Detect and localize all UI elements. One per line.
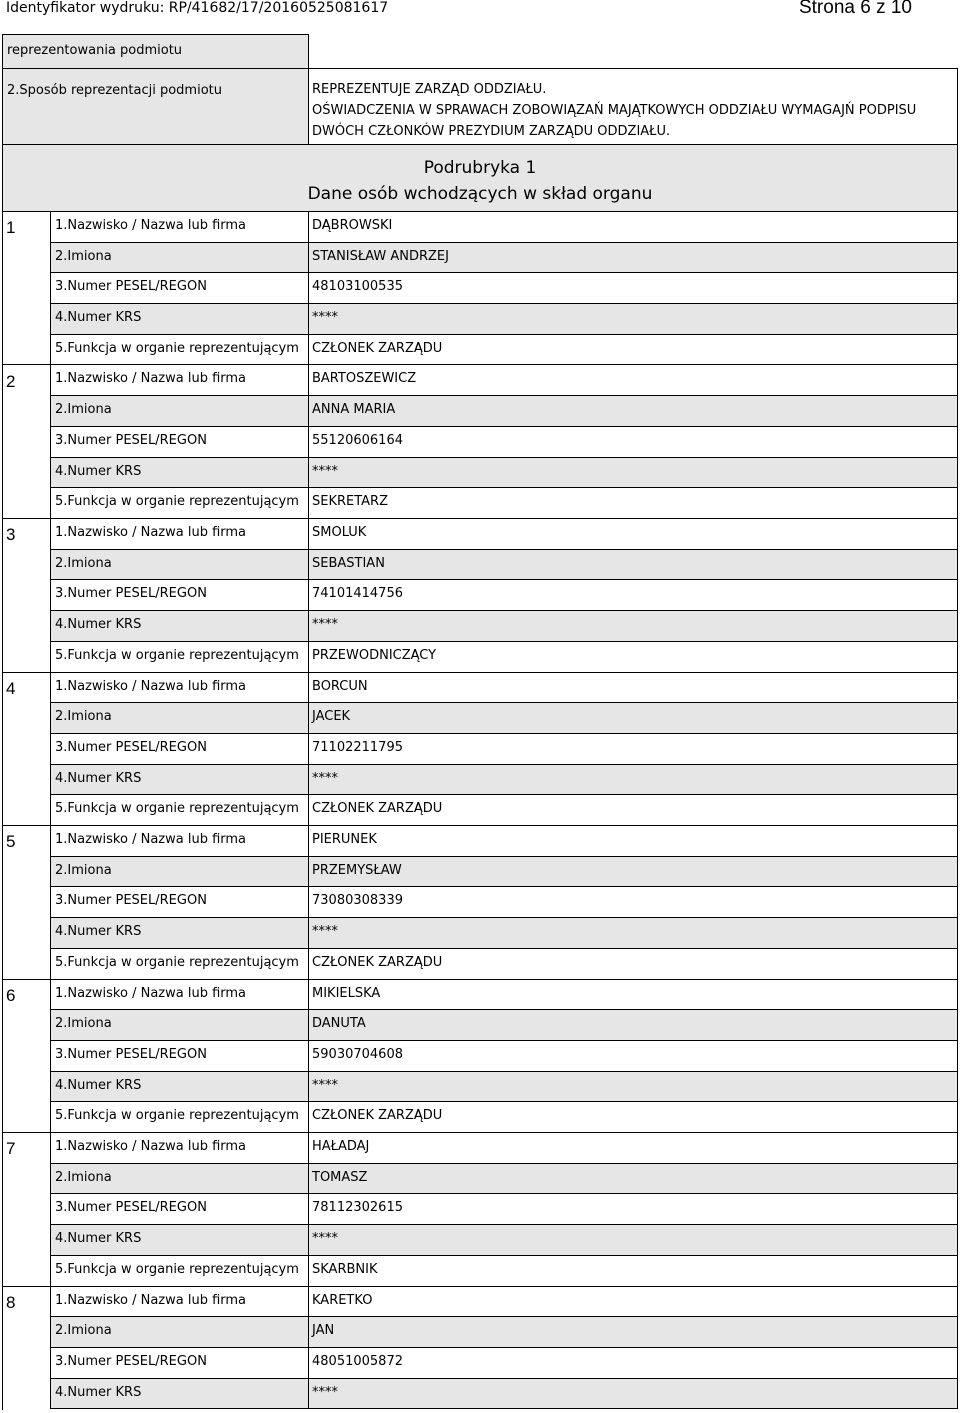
- field-label-cell-surname: [50, 518, 309, 550]
- field-label-pesel-regon: 3.Numer PESEL/REGON: [55, 893, 207, 908]
- field-label-krs-number: 4.Numer KRS: [55, 310, 142, 325]
- field-label-krs-number: 4.Numer KRS: [55, 464, 142, 479]
- field-label-function: 5.Funkcja w organie reprezentującym: [55, 494, 299, 509]
- field-value-cell-first-names: [308, 1163, 958, 1194]
- field-label-first-names: 2.Imiona: [55, 709, 112, 724]
- field-label-cell-surname: [50, 825, 309, 857]
- field-value-cell-krs-number: [308, 917, 958, 949]
- field-value-cell-first-names: [308, 242, 958, 273]
- field-value-pesel-regon: 78112302615: [312, 1200, 403, 1215]
- person-number: 5: [6, 832, 16, 851]
- field-label-pesel-regon: 3.Numer PESEL/REGON: [55, 1047, 207, 1062]
- field-value-cell-surname: [308, 518, 958, 550]
- field-label-surname: 1.Nazwisko / Nazwa lub firma: [55, 525, 247, 540]
- field-value-function: CZŁONEK ZARZĄDU: [312, 341, 443, 356]
- field-label-krs-number: 4.Numer KRS: [55, 1231, 142, 1246]
- representation-method-label: 2.Sposób reprezentacji podmiotu: [7, 83, 222, 98]
- field-value-cell-surname: [308, 825, 958, 857]
- field-value-cell-krs-number: [308, 1378, 958, 1409]
- field-value-cell-function: [308, 794, 958, 826]
- person-block-divider: [2, 979, 50, 980]
- field-label-cell-first-names: [50, 395, 309, 427]
- field-value-surname: MIKIELSKA: [312, 986, 381, 1001]
- field-value-first-names: ANNA MARIA: [312, 402, 396, 417]
- field-label-cell-pesel-regon: [50, 733, 309, 765]
- field-value-krs-number: ****: [312, 924, 338, 939]
- field-value-cell-krs-number: [308, 764, 958, 795]
- field-label-cell-pesel-regon: [50, 1040, 309, 1072]
- field-value-krs-number: ****: [312, 1231, 338, 1246]
- field-label-pesel-regon: 3.Numer PESEL/REGON: [55, 586, 207, 601]
- field-label-first-names: 2.Imiona: [55, 402, 112, 417]
- field-label-function: 5.Funkcja w organie reprezentującym: [55, 341, 299, 356]
- field-value-function: SEKRETARZ: [312, 494, 389, 509]
- field-value-krs-number: ****: [312, 464, 338, 479]
- person-number: 8: [6, 1292, 16, 1312]
- field-label-pesel-regon: 3.Numer PESEL/REGON: [55, 1200, 207, 1215]
- field-value-cell-pesel-regon: [308, 886, 958, 918]
- representation-method-label-cell: [2, 68, 309, 145]
- field-value-cell-pesel-regon: [308, 579, 958, 611]
- print-identifier: Identyfikator wydruku: RP/41682/17/20160525081617: [6, 0, 389, 16]
- field-value-cell-pesel-regon: [308, 426, 958, 458]
- representation-method-value-cell: [308, 68, 958, 145]
- field-label-first-names: 2.Imiona: [55, 249, 112, 264]
- field-label-pesel-regon: 3.Numer PESEL/REGON: [55, 740, 207, 755]
- person-block-border: [2, 518, 3, 673]
- field-label-cell-pesel-regon: [50, 579, 309, 611]
- person-number: 4: [6, 678, 16, 698]
- field-label-first-names: 2.Imiona: [55, 1016, 112, 1031]
- field-label-cell-function: [50, 334, 309, 365]
- field-label-cell-krs-number: [50, 610, 309, 642]
- field-label-cell-pesel-regon: [50, 1347, 309, 1379]
- person-block-divider: [2, 211, 50, 212]
- field-value-pesel-regon: 48103100535: [312, 279, 403, 294]
- field-label-cell-first-names: [50, 1009, 309, 1041]
- subsection-header: [2, 144, 958, 212]
- field-value-cell-pesel-regon: [308, 272, 958, 304]
- field-value-first-names: SEBASTIAN: [312, 556, 385, 571]
- field-label-krs-number: 4.Numer KRS: [55, 771, 142, 786]
- field-value-function: PRZEWODNICZĄCY: [312, 648, 437, 663]
- field-label-cell-krs-number: [50, 917, 309, 949]
- field-value-cell-surname: [308, 211, 958, 243]
- field-label-krs-number: 4.Numer KRS: [55, 1078, 142, 1093]
- field-value-cell-function: [308, 948, 958, 980]
- field-value-pesel-regon: 55120606164: [312, 433, 403, 448]
- field-value-surname: SMOLUK: [312, 525, 367, 540]
- field-value-krs-number: ****: [312, 1078, 338, 1093]
- field-value-function: CZŁONEK ZARZĄDU: [312, 801, 443, 816]
- field-value-cell-first-names: [308, 549, 958, 580]
- person-block-divider: [2, 518, 50, 519]
- field-value-krs-number: ****: [312, 310, 338, 325]
- field-value-pesel-regon: 59030704608: [312, 1047, 403, 1062]
- field-value-surname: KARETKO: [312, 1293, 373, 1308]
- field-label-cell-function: [50, 948, 309, 980]
- field-value-cell-krs-number: [308, 303, 958, 335]
- field-label-first-names: 2.Imiona: [55, 1170, 112, 1185]
- field-value-first-names: STANISŁAW ANDRZEJ: [312, 249, 449, 264]
- field-label-function: 5.Funkcja w organie reprezentującym: [55, 801, 299, 816]
- field-value-function: CZŁONEK ZARZĄDU: [312, 955, 443, 970]
- field-value-cell-surname: [308, 979, 958, 1010]
- field-value-cell-function: [308, 487, 958, 519]
- field-label-cell-function: [50, 641, 309, 673]
- field-value-surname: BORCUN: [312, 679, 368, 694]
- field-label-krs-number: 4.Numer KRS: [55, 617, 142, 632]
- field-label-cell-first-names: [50, 702, 309, 734]
- field-value-first-names: JAN: [312, 1323, 335, 1338]
- field-value-cell-first-names: [308, 395, 958, 427]
- person-number: 3: [6, 525, 16, 544]
- print-header: [0, 0, 960, 30]
- field-value-cell-pesel-regon: [308, 733, 958, 765]
- field-value-cell-first-names: [308, 1316, 958, 1348]
- field-value-pesel-regon: 71102211795: [312, 740, 403, 755]
- person-block-divider: [2, 364, 50, 365]
- person-block-divider: [2, 1286, 50, 1287]
- field-value-cell-pesel-regon: [308, 1193, 958, 1225]
- subsection-title: Podrubryka 1: [423, 158, 537, 178]
- field-value-cell-function: [308, 641, 958, 673]
- page-number: Strona 6 z 10: [798, 0, 912, 18]
- field-value-surname: DĄBROWSKI: [312, 218, 393, 233]
- field-label-surname: 1.Nazwisko / Nazwa lub firma: [55, 1293, 247, 1308]
- field-value-cell-surname: [308, 1132, 958, 1164]
- field-value-function: SKARBNIK: [312, 1262, 378, 1277]
- field-value-pesel-regon: 73080308339: [312, 893, 403, 908]
- person-block-divider: [2, 1132, 50, 1133]
- field-label-cell-pesel-regon: [50, 886, 309, 918]
- field-label-surname: 1.Nazwisko / Nazwa lub firma: [55, 371, 247, 386]
- field-value-krs-number: ****: [312, 771, 338, 786]
- field-value-cell-function: [308, 1255, 958, 1287]
- person-block-border: [2, 1132, 3, 1287]
- field-label-cell-krs-number: [50, 303, 309, 335]
- field-label-cell-krs-number: [50, 457, 309, 488]
- field-label-surname: 1.Nazwisko / Nazwa lub firma: [55, 986, 247, 1001]
- field-value-cell-krs-number: [308, 1224, 958, 1256]
- field-value-krs-number: ****: [312, 617, 338, 632]
- field-label-cell-krs-number: [50, 1071, 309, 1102]
- person-block-border: [2, 364, 3, 518]
- field-label-first-names: 2.Imiona: [55, 556, 112, 571]
- person-number: 1: [6, 218, 16, 237]
- field-label-krs-number: 4.Numer KRS: [55, 924, 142, 939]
- person-block-border: [2, 979, 3, 1134]
- subsection-subtitle: Dane osób wchodzących w skład organu: [307, 184, 653, 204]
- field-value-cell-surname: [308, 1286, 958, 1317]
- field-label-surname: 1.Nazwisko / Nazwa lub firma: [55, 679, 247, 694]
- field-label-function: 5.Funkcja w organie reprezentującym: [55, 1262, 299, 1277]
- field-label-cell-pesel-regon: [50, 426, 309, 458]
- field-label-cell-krs-number: [50, 1378, 309, 1409]
- field-label-cell-surname: [50, 364, 309, 396]
- field-value-function: CZŁONEK ZARZĄDU: [312, 1108, 443, 1123]
- field-label-function: 5.Funkcja w organie reprezentującym: [55, 955, 299, 970]
- field-label-pesel-regon: 3.Numer PESEL/REGON: [55, 1354, 207, 1369]
- representation-method-line-3: DWÓCH CZŁONKÓW PREZYDIUM ZARZĄDU ODDZIAŁU.: [312, 124, 671, 139]
- representation-method-line-1: REPREZENTUJE ZARZĄD ODDZIAŁU.: [312, 82, 547, 97]
- field-value-cell-krs-number: [308, 457, 958, 488]
- person-block-border: [2, 672, 3, 827]
- field-value-first-names: PRZEMYSŁAW: [312, 863, 402, 878]
- field-label-cell-function: [50, 794, 309, 826]
- person-block-border: [2, 1286, 3, 1410]
- field-label-function: 5.Funkcja w organie reprezentującym: [55, 648, 299, 663]
- field-value-cell-first-names: [308, 856, 958, 887]
- field-value-surname: PIERUNEK: [312, 832, 377, 847]
- field-label-cell-function: [50, 1101, 309, 1133]
- field-label-cell-first-names: [50, 1316, 309, 1348]
- field-label-pesel-regon: 3.Numer PESEL/REGON: [55, 279, 207, 294]
- field-value-cell-first-names: [308, 1009, 958, 1041]
- person-block-divider: [2, 672, 50, 673]
- field-label-cell-surname: [50, 672, 309, 703]
- field-value-cell-function: [308, 1101, 958, 1133]
- field-value-cell-krs-number: [308, 610, 958, 642]
- field-label-cell-function: [50, 1255, 309, 1287]
- person-block-border: [2, 825, 3, 980]
- field-label-cell-first-names: [50, 549, 309, 580]
- field-value-first-names: TOMASZ: [312, 1170, 368, 1185]
- field-label-cell-surname: [50, 1286, 309, 1317]
- field-label-cell-krs-number: [50, 1224, 309, 1256]
- field-label-cell-first-names: [50, 242, 309, 273]
- person-number: 6: [6, 985, 16, 1005]
- representation-label-cell: [2, 34, 309, 69]
- field-label-cell-first-names: [50, 856, 309, 887]
- representation-method-line-2: OŚWIADCZENIA W SPRAWACH ZOBOWIĄZAŃ MAJĄTKOWYCH ODDZIAŁU WYMAGAJŃ PODPISU: [312, 103, 917, 118]
- field-value-cell-first-names: [308, 702, 958, 734]
- field-label-surname: 1.Nazwisko / Nazwa lub firma: [55, 1139, 247, 1154]
- field-value-surname: HAŁADAJ: [312, 1139, 370, 1154]
- field-label-cell-pesel-regon: [50, 272, 309, 304]
- person-number: 2: [6, 371, 16, 391]
- field-label-cell-pesel-regon: [50, 1193, 309, 1225]
- field-label-surname: 1.Nazwisko / Nazwa lub firma: [55, 218, 247, 233]
- field-label-cell-surname: [50, 979, 309, 1010]
- field-label-function: 5.Funkcja w organie reprezentującym: [55, 1108, 299, 1123]
- field-value-cell-krs-number: [308, 1071, 958, 1102]
- field-label-pesel-regon: 3.Numer PESEL/REGON: [55, 433, 207, 448]
- field-label-cell-surname: [50, 1132, 309, 1164]
- representation-label: reprezentowania podmiotu: [7, 43, 183, 58]
- person-block-divider: [2, 825, 50, 826]
- field-value-surname: BARTOSZEWICZ: [312, 371, 417, 386]
- field-value-cell-pesel-regon: [308, 1040, 958, 1072]
- person-block-border: [2, 211, 3, 365]
- person-number: 7: [6, 1139, 16, 1158]
- field-value-first-names: JACEK: [312, 709, 351, 724]
- field-value-cell-surname: [308, 672, 958, 703]
- field-label-krs-number: 4.Numer KRS: [55, 1385, 142, 1400]
- field-label-cell-function: [50, 487, 309, 519]
- field-value-pesel-regon: 74101414756: [312, 586, 403, 601]
- field-value-first-names: DANUTA: [312, 1016, 366, 1031]
- field-label-cell-surname: [50, 211, 309, 243]
- field-label-surname: 1.Nazwisko / Nazwa lub firma: [55, 832, 247, 847]
- field-value-krs-number: ****: [312, 1385, 338, 1400]
- field-value-pesel-regon: 48051005872: [312, 1354, 403, 1369]
- field-value-cell-function: [308, 334, 958, 365]
- field-value-cell-pesel-regon: [308, 1347, 958, 1379]
- field-label-cell-krs-number: [50, 764, 309, 795]
- field-value-cell-surname: [308, 364, 958, 396]
- field-label-first-names: 2.Imiona: [55, 863, 112, 878]
- field-label-cell-first-names: [50, 1163, 309, 1194]
- field-label-first-names: 2.Imiona: [55, 1323, 112, 1338]
